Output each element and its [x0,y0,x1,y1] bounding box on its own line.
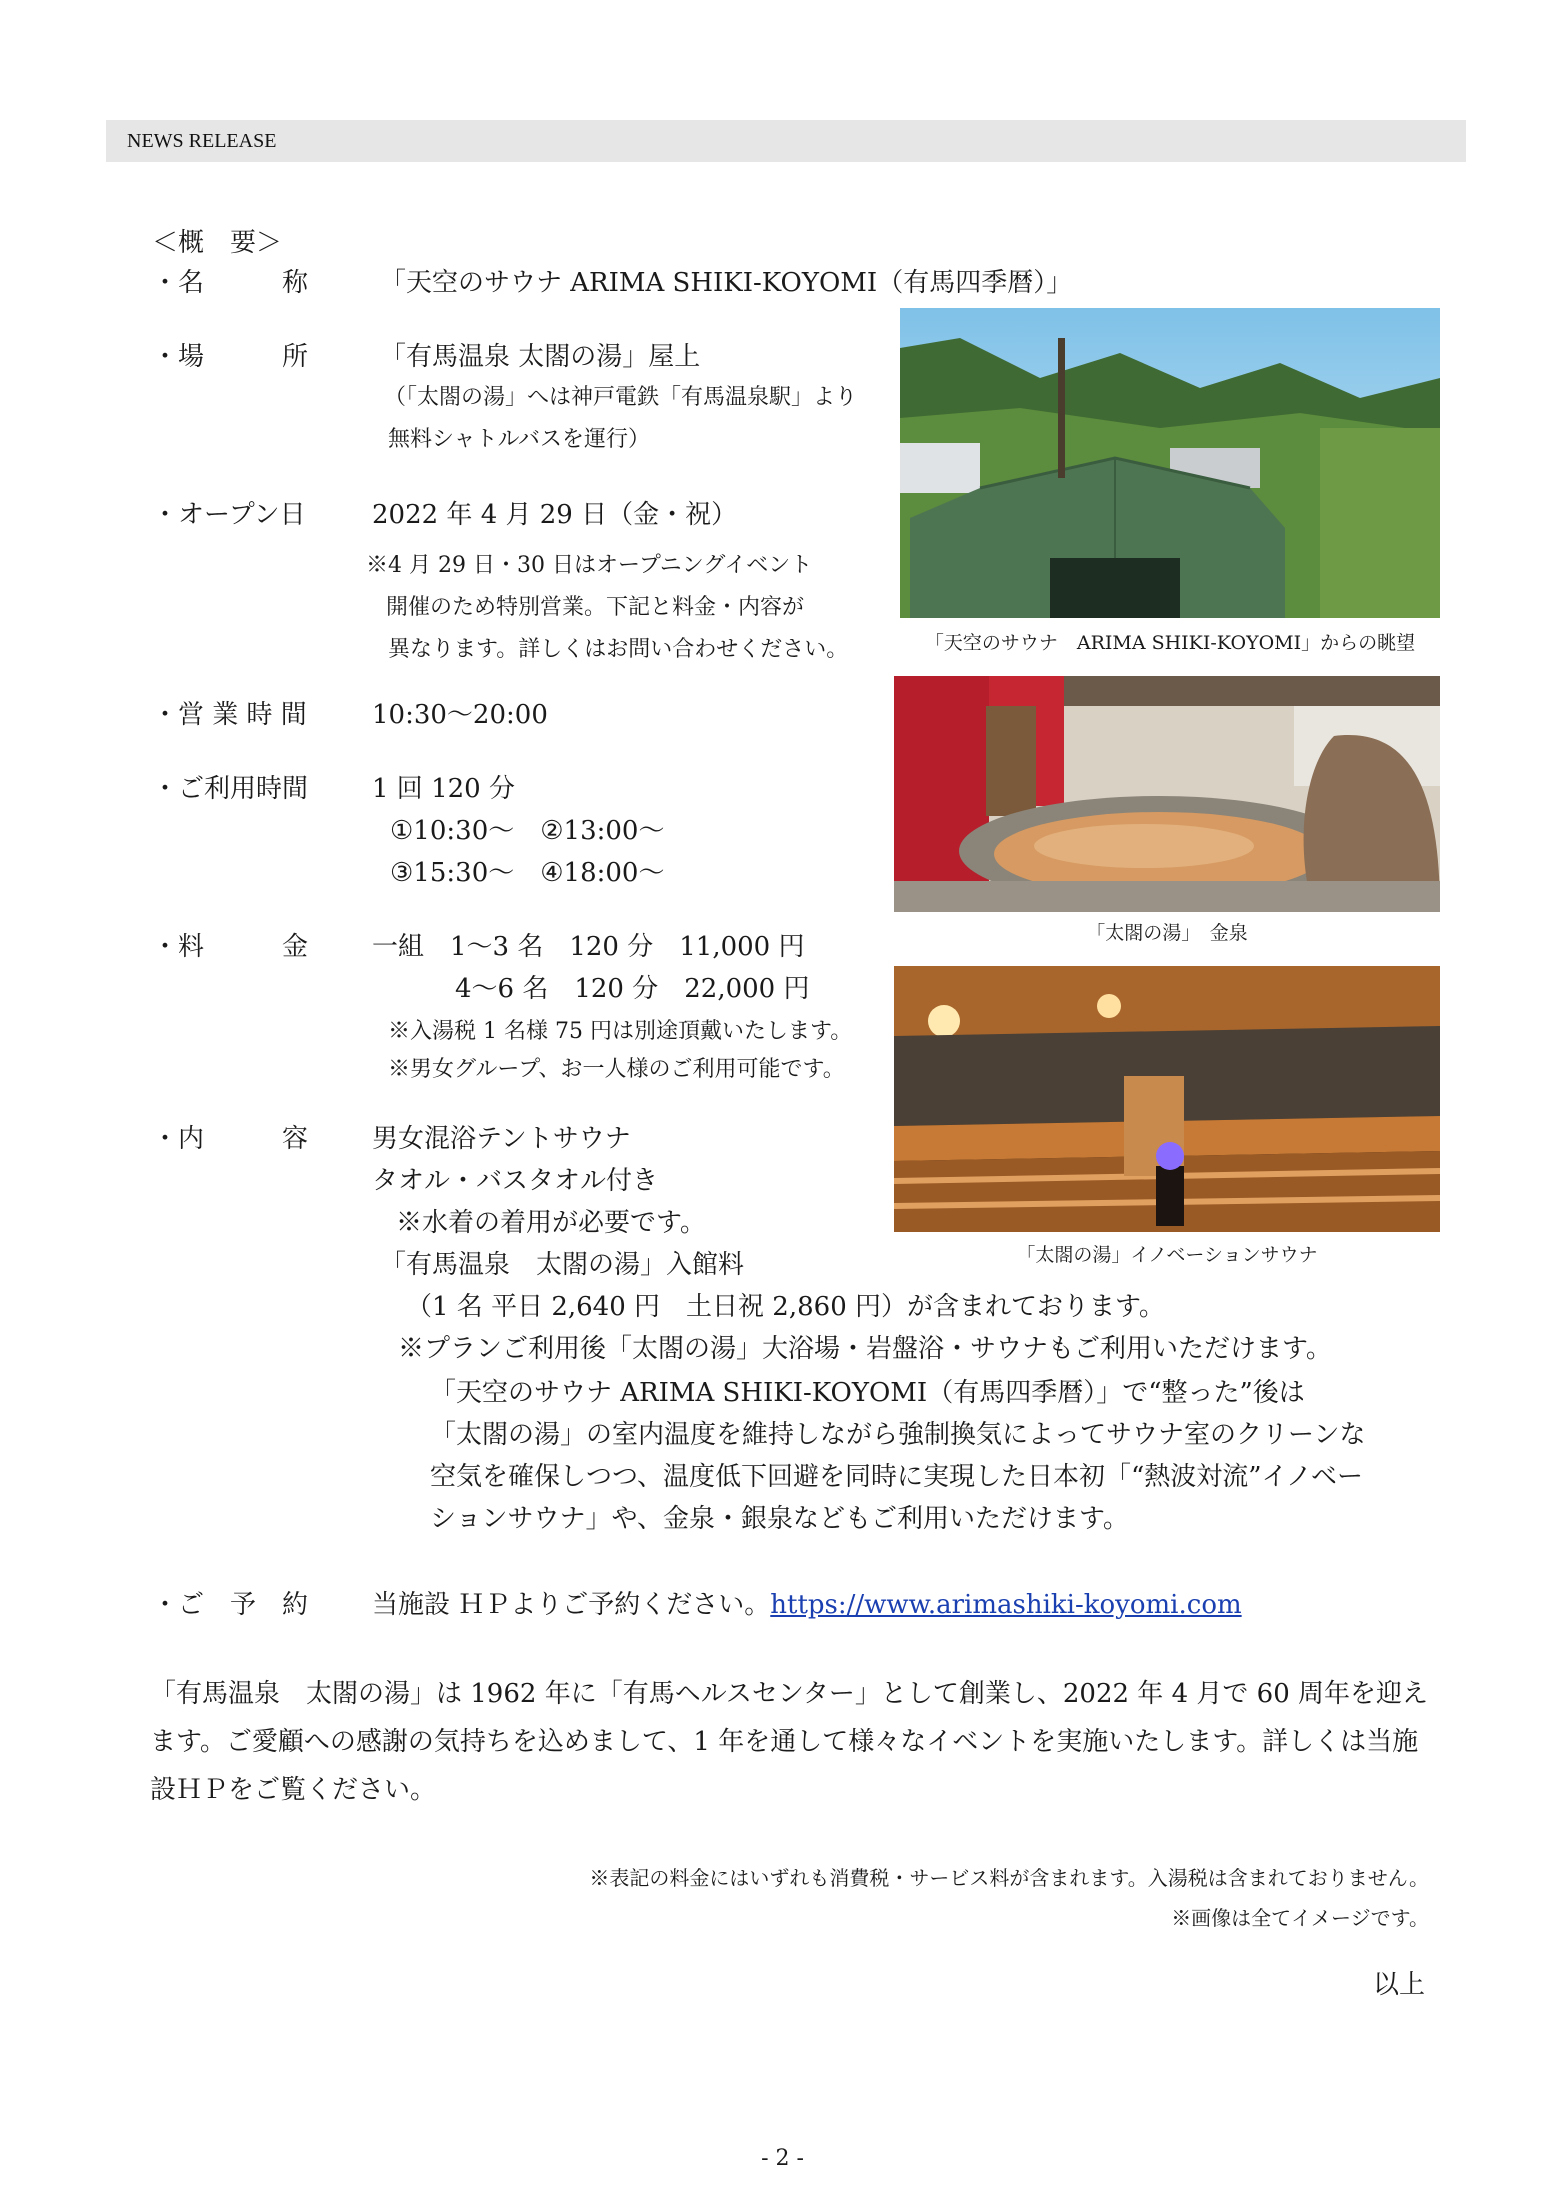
reserve-label: ・ご 予 約 [152,1590,309,1620]
name-value: 「天空のサウナ ARIMA SHIKI-KOYOMI（有馬四季暦）」 [380,268,1073,298]
open-label: ・オープン日 [152,500,306,530]
hours-value: 10:30～20:00 [372,700,548,730]
header-label: NEWS RELEASE [127,130,277,152]
footnote-2: ※画像は全てイメージです。 [1171,1906,1429,1930]
content-line-4: 「有馬温泉 太閤の湯」入館料 [380,1250,745,1280]
reserve-url-link[interactable]: https://www.arimashiki-koyomi.com [770,1590,1242,1620]
usage-slots-1: ①10:30～ ②13:00～ [390,816,665,846]
gold-spring-photo [894,676,1440,912]
content-line-1: 男女混浴テントサウナ [372,1124,631,1154]
usage-label: ・ご利用時間 [152,774,309,804]
price-note-1: ※入湯税 1 名様 75 円は別途頂戴いたします。 [388,1019,853,1044]
place-value: 「有馬温泉 太閤の湯」屋上 [380,342,701,372]
place-label: ・場 所 [152,342,309,372]
reserve-row [372,1584,1242,1621]
photo-caption-1: 「天空のサウナ ARIMA SHIKI-KOYOMI」からの眺望 [924,632,1416,654]
footnote-1: ※表記の料金にはいずれも消費税・サービス料が含まれます。入湯税は含まれておりません。 [589,1866,1429,1890]
content-line-8: 「太閤の湯」の室内温度を維持しながら強制換気によってサウナ室のクリーンな [430,1420,1366,1450]
usage-slots-2: ③15:30～ ④18:00～ [390,858,665,888]
content-line-6: ※プランご利用後「太閤の湯」大浴場・岩盤浴・サウナもご利用いただけます。 [398,1334,1332,1364]
overview-heading: ＜概 要＞ [152,228,283,258]
innovation-sauna-photo [894,966,1440,1232]
name-label: ・名 称 [152,268,309,298]
content-line-2: タオル・バスタオル付き [372,1166,659,1196]
open-note-2: 開催のため特別営業。下記と料金・内容が [386,595,805,620]
tent-view-photo [900,308,1440,618]
usage-value: 1 回 120 分 [372,774,515,804]
photo-caption-2: 「太閤の湯」 金泉 [1086,922,1248,944]
content-line-5: （1 名 平日 2,640 円 土日祝 2,860 円）が含まれております。 [406,1292,1165,1322]
reserve-text: 当施設 ＨＰよりご予約ください。 [372,1590,771,1620]
open-note-1: ※4 月 29 日・30 日はオープニングイベント [366,553,813,578]
content-line-9: 空気を確保しつつ、温度低下回避を同時に実現した日本初「“熱波対流”イノベー [430,1462,1363,1492]
open-value: 2022 年 4 月 29 日（金・祝） [372,500,738,530]
content-line-10: ションサウナ」や、金泉・銀泉などもご利用いただけます。 [430,1504,1129,1534]
price-note-2: ※男女グループ、お一人様のご利用可能です。 [388,1057,845,1082]
closing-paragraph: 「有馬温泉 太閤の湯」は 1962 年に「有馬ヘルスセンター」として創業し、2022 年 4 月で 60 周年を迎えます。ご愛顧への感謝の気持ちを込めまして、1 年を通して様々なイベントを実施いたします。詳しくは当施設ＨＰをご覧ください。 [150,1679,1428,1805]
page-number: - 2 - [761,2146,804,2171]
news-release-header [106,120,1466,162]
place-note-2: 無料シャトルバスを運行） [388,427,651,452]
content-line-3: ※水着の着用が必要です。 [396,1208,706,1238]
photo-caption-3: 「太閤の湯」イノベーションサウナ [1016,1244,1318,1266]
open-note-3: 異なります。詳しくはお問い合わせください。 [388,637,849,662]
price-line-2: 4～6 名 120 分 22,000 円 [455,974,810,1004]
content-label: ・内 容 [152,1124,309,1154]
place-note-1: （「太閤の湯」へは神戸電鉄「有馬温泉駅」より [384,385,858,410]
content-line-7: 「天空のサウナ ARIMA SHIKI-KOYOMI（有馬四季暦）」で“整った”後は [430,1378,1305,1408]
price-label: ・料 金 [152,932,309,962]
hours-label: ・営 業 時 間 [152,700,307,730]
end-mark: 以上 [1372,1970,1425,2000]
price-line-1: 一組 1～3 名 120 分 11,000 円 [372,932,805,962]
